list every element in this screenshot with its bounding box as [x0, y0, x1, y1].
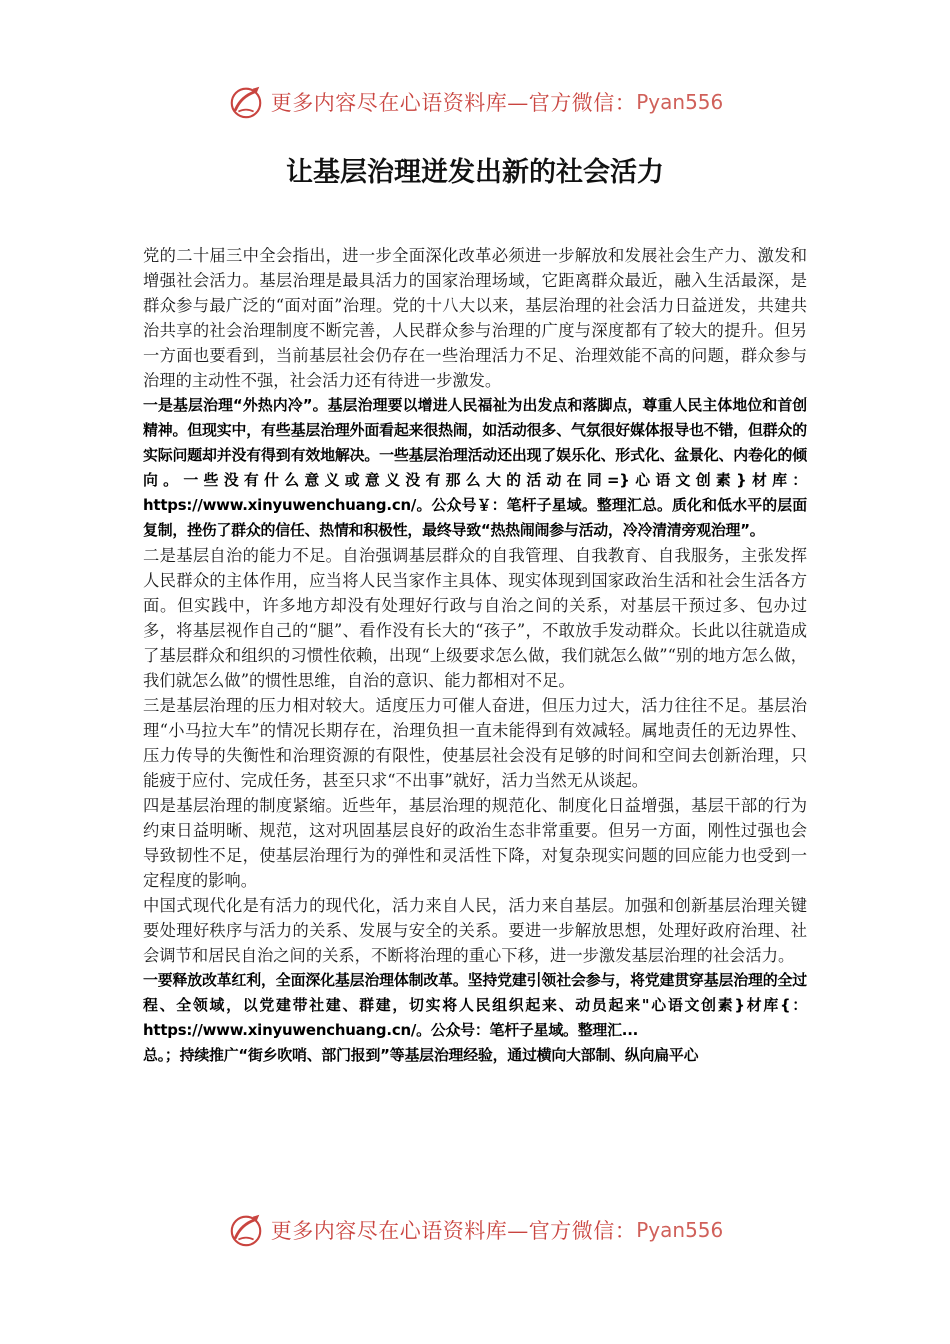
- paragraph-measure-1-continued: 总。；持续推广“街乡吹哨、部门报到”等基层治理经验，通过横向大部制、纵向扁平心: [143, 1046, 699, 1064]
- paragraph-conclusion: 中国式现代化是有活力的现代化，活力来自人民，活力来自基层。加强和创新基层治理关键要处理好秩序与活力的关系、发展与安全的关系。要进一步解放思想，处理好政府治理、社会调节和居民自治之间的关系，不断将治理的重心下移，进一步激发基层治理的社会活力。: [143, 896, 807, 965]
- paragraph-point-3: 三是基层治理的压力相对较大。适度压力可催人奋进，但压力过大，活力往往不足。基层治理“小马拉大车”的情况长期存在，治理负担一直未能得到有效减轻。属地责任的无边界性、压力传导的失衡性和治理资源的有限性，使基层社会没有足够的时间和空间去创新治理，只能疲于应付、完成任务，甚至只求“不出事”就好，活力当然无从谈起。: [143, 696, 807, 790]
- xinyu-logo-icon: [227, 83, 265, 121]
- paragraph-point-2: 二是基层自治的能力不足。自治强调基层群众的自我管理、自我教育、自我服务，主张发挥人民群众的主体作用，应当将人民当家作主具体、现实体现到国家政治生活和社会生活各方面。但实践中，许多地方却没有处理好行政与自治之间的关系，对基层干预过多、包办过多，将基层视作自己的“腿”、看作没有长大的“孩子”，不敢放手发动群众。长此以往就造成了基层群众和组织的习惯性依赖，出现“上级要求怎么做，我们就怎么做”“别的地方怎么做，我们就怎么做”的惯性思维，自治的意识、能力都相对不足。: [143, 546, 807, 690]
- paragraph-intro: 党的二十届三中全会指出，进一步全面深化改革必须进一步解放和发展社会生产力、激发和增强社会活力。基层治理是最具活力的国家治理场域，它距离群众最近，融入生活最深，是群众参与最广泛的“面对面”治理。党的十八大以来，基层治理的社会活力日益迸发，共建共治共享的社会治理制度不断完善，人民群众参与治理的广度与深度都有了较大的提升。但另一方面也要看到，当前基层社会仍存在一些治理活力不足、治理效能不高的问题，群众参与治理的主动性不强，社会活力还有待进一步激发。: [143, 246, 807, 390]
- paragraph-point-1: 一是基层治理“外热内冷”。基层治理要以增进人民福祉为出发点和落脚点，尊重人民主体地位和首创精神。但现实中，有些基层治理外面看起来很热闹，如活动很多、气氛很好媒体报导也不错，但群众的实际问题却并没有得到有效地解决。一些基层治理活动还出现了娱乐化、形式化、盆景化、内卷化的倾向。一些没有什么意义或意义没有那么大的活动在同=}心语文创素}材库：https://www.xinyuwenchuang.cn/。公众号￥：笔杆子星域。整理汇总。质化和低水平的层面复制，挫伤了群众的信任、热情和积极性，最终导致“热热闹闹参与活动，冷冷清清旁观治理”。: [143, 396, 807, 539]
- header-watermark-banner: [0, 82, 950, 122]
- xinyu-logo-icon: [227, 1211, 265, 1249]
- header-banner-text: 更多内容尽在心语资料库—官方微信：: [270, 91, 637, 115]
- paragraph-measure-1: 一要释放改革红利，全面深化基层治理体制改革。坚持党建引领社会参与，将党建贯穿基层治理的全过程、全领域，以党建带社建、群建，切实将人民组织起来、动员起来"心语文创素}材库{：https://www.xinyuwenchuang.cn/。公众号：笔杆子星域。整理汇...: [143, 971, 807, 1039]
- footer-watermark-banner: [0, 1210, 950, 1250]
- document-title: 让基层治理迸发出新的社会活力: [286, 157, 664, 188]
- footer-banner-text: 更多内容尽在心语资料库—官方微信：: [270, 1219, 637, 1243]
- header-wechat-id: Pyan556: [636, 90, 724, 114]
- footer-wechat-id: Pyan556: [636, 1218, 724, 1242]
- document-body: [143, 243, 807, 1068]
- paragraph-point-4: 四是基层治理的制度紧缩。近些年，基层治理的规范化、制度化日益增强，基层干部的行为约束日益明晰、规范，这对巩固基层良好的政治生态非常重要。但另一方面，刚性过强也会导致韧性不足，使基层治理行为的弹性和灵活性下降，对复杂现实问题的回应能力也受到一定程度的影响。: [143, 796, 807, 890]
